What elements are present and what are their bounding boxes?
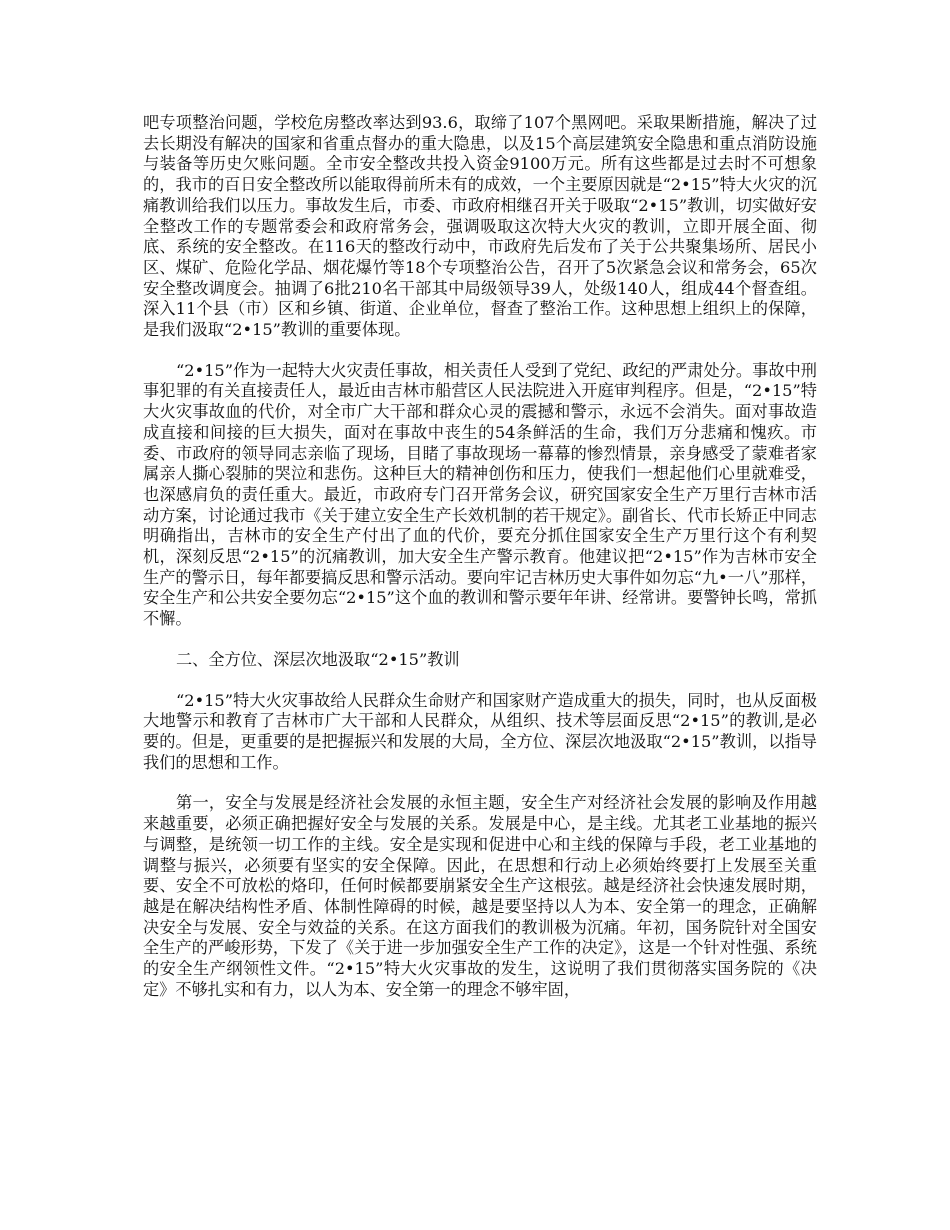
document-body	[143, 113, 817, 1000]
paragraph-spacer	[143, 773, 817, 793]
section-heading: 二、全方位、深层次地汲取“2•15”教训	[176, 649, 460, 669]
paragraph-accident-responsibility: “2•15”作为一起特大火灾责任事故，相关责任人受到了党纪、政纪的严肃处分。事故中刑事犯罪的有关直接责任人，最近由吉林市船营区人民法院进入开庭审判程序。但是，“2•15”特大火灾事故血的代价，对全市广大干部和群众心灵的震撼和警示，永远不会消失。面对事故造成直接和间接的巨大损失，面对在事故中丧生的54条鲜活的生命，我们万分悲痛和愧疚。市委、市政府的领导同志亲临了现场，目睹了事故现场一幕幕的惨烈情景，亲身感受了蒙难者家属亲人撕心裂肺的哭泣和悲伤。这种巨大的精神创伤和压力，使我们一想起他们心里就难受，也深感肩负的责任重大。最近，市政府专门召开常务会议，研究国家安全生产万里行吉林市活动方案，讨论通过我市《关于建立安全生产长效机制的若干规定》。副省长、代市长矫正中同志明确指出，吉林市的安全生产付出了血的代价，要充分抓住国家安全生产万里行这个有利契机，深刻反思“2•15”的沉痛教训，加大安全生产警示教育。他建议把“2•15”作为吉林市安全生产的警示日，每年都要搞反思和警示活动。要向牢记吉林历史大事件如勿忘“九•一八”那样，安全生产和公共安全要勿忘“2•15”这个血的教训和警示要年年讲、经常讲。要警钟长鸣，常抓不懈。	[143, 360, 817, 629]
paragraph-spacer	[143, 341, 817, 361]
paragraph-continuation: 吧专项整治问题，学校危房整改率达到93.6，取缔了107个黑网吧。采取果断措施，解决了过去长期没有解决的国家和省重点督办的重大隐患，以及15个高层建筑安全隐患和重点消防设施与装备等历史欠账问题。全市安全整改共投入资金9100万元。所有这些都是过去时不可想象的，我市的百日安全整改所以能取得前所未有的成效，一个主要原因就是“2•15”特大火灾的沉痛教训给我们以压力。事故发生后，市委、市政府相继召开关于吸取“2•15”教训，切实做好安全整改工作的专题常委会和政府常务会，强调吸取这次特大火灾的教训，立即开展全面、彻底、系统的安全整改。在116天的整改行动中，市政府先后发布了关于公共聚集场所、居民小区、煤矿、危险化学品、烟花爆竹等18个专项整治公告，召开了5次紧急会议和常务会，65次安全整改调度会。抽调了6批210名干部其中局级领导39人，处级140人，组成44个督查组。深入11个县（市）区和乡镇、街道、企业单位，督查了整治工作。这种思想上组织上的保障，是我们汲取“2•15”教训的重要体现。	[143, 113, 817, 340]
paragraph-spacer	[143, 630, 817, 650]
paragraph-lessons-intro: “2•15”特大火灾事故给人民群众生命财产和国家财产造成重大的损失，同时，也从反面极大地警示和教育了吉林市广大干部和人民群众，从组织、技术等层面反思“2•15”的教训,是必要的。但是，更重要的是把握振兴和发展的大局，全方位、深层次地汲取“2•15”教训，以指导我们的思想和工作。	[143, 690, 817, 772]
paragraph-spacer	[143, 671, 817, 691]
paragraph-first-point: 第一，安全与发展是经济社会发展的永恒主题，安全生产对经济社会发展的影响及作用越来越重要，必须正确把握好安全与发展的关系。发展是中心，是主线。尤其老工业基地的振兴与调整，是统领一切工作的主线。安全是实现和促进中心和主线的保障与手段，老工业基地的调整与振兴，必须要有坚实的安全保障。因此，在思想和行动上必须始终要打上发展至关重要、安全不可放松的烙印，任何时候都要崩紧安全生产这根弦。越是经济社会快速发展时期，越是在解决结构性矛盾、体制性障碍的时候，越是要坚持以人为本、安全第一的理念，正确解决安全与发展、安全与效益的关系。在这方面我们的教训极为沉痛。年初，国务院针对全国安全生产的严峻形势，下发了《关于进一步加强安全生产工作的决定》，这是一个针对性强、系统的安全生产纲领性文件。“2•15”特大火灾事故的发生，这说明了我们贯彻落实国务院的《决定》不够扎实和有力，以人为本、安全第一的理念不够牢固，	[143, 793, 817, 999]
